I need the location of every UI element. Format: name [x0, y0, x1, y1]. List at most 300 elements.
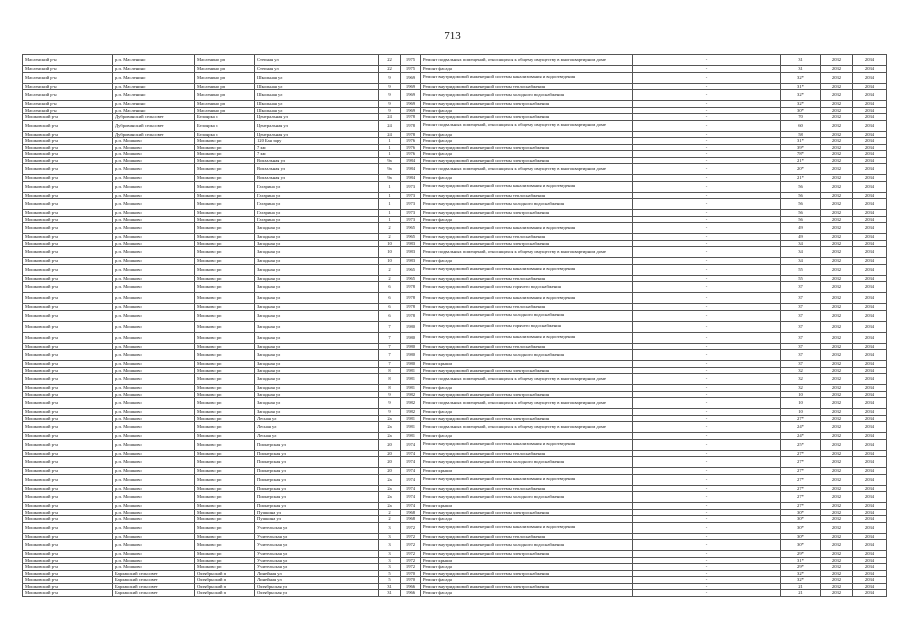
settlement-cell: р.п. Масленино [113, 90, 195, 101]
house-number-cell: 2а [379, 433, 401, 440]
start-year-cell: 2032 [821, 468, 853, 475]
house-number-cell: 3 [379, 557, 401, 564]
settlement-cell: р.п. Мошково [113, 181, 195, 192]
region-cell: Мошковский р-н [23, 367, 113, 374]
build-year-cell: 1978 [401, 131, 421, 138]
end-year-cell: 2034 [853, 321, 887, 332]
locality-cell: Мошково рп [195, 350, 255, 361]
street-cell: Учительская ул [255, 533, 379, 540]
house-number-cell: 9 [379, 101, 401, 108]
region-cell: Мошковский р-н [23, 398, 113, 409]
street-cell: Пионерская ул [255, 492, 379, 503]
start-year-cell: 2032 [821, 164, 853, 175]
end-year-cell: 2034 [853, 210, 887, 217]
locality-cell: Масленино рп [195, 72, 255, 83]
region-cell: Мошковский р-н [23, 474, 113, 485]
street-cell: Западная ул [255, 343, 379, 350]
build-year-cell: 1980 [401, 332, 421, 343]
locality-cell: Мошково рп [195, 199, 255, 210]
settlement-cell: Барлакский сельсовет [113, 583, 195, 590]
end-year-cell: 2034 [853, 138, 887, 145]
region-cell: Мошковский р-н [23, 234, 113, 241]
locality-cell: Мошково рп [195, 439, 255, 450]
table-row [23, 540, 887, 551]
work-type-cell: Ремонт фасада [421, 577, 633, 584]
street-cell: Пионерская ул [255, 474, 379, 485]
work-type-cell: Ремонт крыши [421, 361, 633, 368]
end-year-cell: 2034 [853, 457, 887, 468]
locality-cell: Мошково рп [195, 164, 255, 175]
build-year-cell: 1982 [401, 391, 421, 398]
street-cell: Западная ул [255, 398, 379, 409]
quantity-cell: 24* [781, 422, 821, 433]
quantity-cell: 30* [781, 107, 821, 114]
end-year-cell: 2034 [853, 522, 887, 533]
work-type-cell: Ремонт внутридомовой инженерной системы электроснабжения [421, 157, 633, 164]
page-number: 713 [444, 30, 461, 42]
start-year-cell: 2032 [821, 83, 853, 90]
build-year-cell: 1974 [401, 457, 421, 468]
locality-cell: Октябрьский п [195, 590, 255, 597]
settlement-cell: р.п. Мошково [113, 321, 195, 332]
dash-cell: - [633, 157, 781, 164]
work-type-cell: Ремонт внутридомовой инженерной системы холодного водоснабжения [421, 310, 633, 321]
region-cell: Мошковский р-н [23, 293, 113, 304]
settlement-cell: р.п. Масленино [113, 107, 195, 114]
start-year-cell: 2032 [821, 304, 853, 311]
settlement-cell: Барлакский сельсовет [113, 577, 195, 584]
region-cell: Мошковский р-н [23, 192, 113, 199]
dash-cell: - [633, 66, 781, 73]
table-row [23, 282, 887, 293]
build-year-cell: 1968 [401, 516, 421, 523]
work-type-cell: Ремонт внутридомовой инженерной системы теплоснабжения [421, 343, 633, 350]
build-year-cell: 1978 [401, 310, 421, 321]
end-year-cell: 2034 [853, 164, 887, 175]
dash-cell: - [633, 522, 781, 533]
quantity-cell: 27* [781, 485, 821, 492]
street-cell: Западная ул [255, 275, 379, 282]
start-year-cell: 2032 [821, 264, 853, 275]
build-year-cell: 1981 [401, 433, 421, 440]
dash-cell: - [633, 485, 781, 492]
table-row [23, 120, 887, 131]
end-year-cell: 2034 [853, 275, 887, 282]
house-number-cell: 20 [379, 450, 401, 457]
build-year-cell: 1984 [401, 175, 421, 182]
region-cell: Мошковский р-н [23, 533, 113, 540]
dash-cell: - [633, 321, 781, 332]
region-cell: Масленский р-н [23, 55, 113, 66]
end-year-cell: 2034 [853, 144, 887, 151]
build-year-cell: 1978 [401, 282, 421, 293]
region-cell: Масленский р-н [23, 66, 113, 73]
work-type-cell: Ремонт внутридомовой инженерной системы горячего водоснабжения [421, 282, 633, 293]
locality-cell: Мошково рп [195, 551, 255, 558]
work-type-cell: Ремонт фасада [421, 131, 633, 138]
start-year-cell: 2032 [821, 151, 853, 158]
locality-cell: Мошково рп [195, 450, 255, 457]
quantity-cell: 37 [781, 350, 821, 361]
street-cell: Гагарина ул [255, 199, 379, 210]
region-cell: Мошковский р-н [23, 439, 113, 450]
build-year-cell: 1981 [401, 385, 421, 392]
house-number-cell: 20 [379, 468, 401, 475]
work-type-cell: Ремонт подвальных помещений, относящихся к общему имуществу в многоквартирном доме [421, 164, 633, 175]
settlement-cell: р.п. Мошково [113, 474, 195, 485]
locality-cell: Мошково рп [195, 564, 255, 571]
build-year-cell: 1981 [401, 422, 421, 433]
street-cell: Лесная ул [255, 415, 379, 422]
quantity-cell: 27* [781, 503, 821, 510]
locality-cell: Мошково рп [195, 157, 255, 164]
build-year-cell: 1974 [401, 485, 421, 492]
end-year-cell: 2034 [853, 385, 887, 392]
end-year-cell: 2034 [853, 374, 887, 385]
house-number-cell: 3 [379, 522, 401, 533]
settlement-cell: р.п. Мошково [113, 343, 195, 350]
quantity-cell: 37 [781, 293, 821, 304]
settlement-cell: р.п. Мошково [113, 509, 195, 516]
house-number-cell: 3 [379, 540, 401, 551]
quantity-cell: 27* [781, 492, 821, 503]
street-cell: Пионерская ул [255, 439, 379, 450]
end-year-cell: 2034 [853, 398, 887, 409]
street-cell: Октябрьская ул [255, 583, 379, 590]
quantity-cell: 31 [781, 55, 821, 66]
street-cell: Западная ул [255, 332, 379, 343]
start-year-cell: 2032 [821, 474, 853, 485]
locality-cell: Мошково рп [195, 293, 255, 304]
start-year-cell: 2032 [821, 350, 853, 361]
end-year-cell: 2034 [853, 199, 887, 210]
street-cell: Западная ул [255, 310, 379, 321]
end-year-cell: 2034 [853, 66, 887, 73]
street-cell: Линейная ул [255, 570, 379, 577]
quantity-cell: 21 [781, 590, 821, 597]
dash-cell: - [633, 247, 781, 258]
end-year-cell: 2034 [853, 540, 887, 551]
end-year-cell: 2034 [853, 114, 887, 121]
settlement-cell: р.п. Мошково [113, 310, 195, 321]
build-year-cell: 1973 [401, 199, 421, 210]
work-type-cell: Ремонт внутридомовой инженерной системы канализования и водоотведения [421, 72, 633, 83]
settlement-cell: р.п. Мошково [113, 138, 195, 145]
house-number-cell: 22 [379, 55, 401, 66]
street-cell: Учительская ул [255, 551, 379, 558]
region-cell: Мошковский р-н [23, 120, 113, 131]
start-year-cell: 2032 [821, 234, 853, 241]
end-year-cell: 2034 [853, 107, 887, 114]
end-year-cell: 2034 [853, 293, 887, 304]
dash-cell: - [633, 332, 781, 343]
table-row [23, 492, 887, 503]
locality-cell: Мошково рп [195, 415, 255, 422]
start-year-cell: 2032 [821, 72, 853, 83]
end-year-cell: 2034 [853, 468, 887, 475]
street-cell: Лесная ул [255, 422, 379, 433]
settlement-cell: р.п. Масленино [113, 55, 195, 66]
street-cell: Степная ул [255, 66, 379, 73]
build-year-cell: 1973 [401, 210, 421, 217]
region-cell: Масленский р-н [23, 72, 113, 83]
build-year-cell: 1975 [401, 66, 421, 73]
locality-cell: Мошково рп [195, 516, 255, 523]
locality-cell: Мошково рп [195, 503, 255, 510]
street-cell: Западная ул [255, 304, 379, 311]
dash-cell: - [633, 175, 781, 182]
house-number-cell: 9а [379, 175, 401, 182]
house-number-cell: 20 [379, 457, 401, 468]
build-year-cell: 1981 [401, 415, 421, 422]
work-type-cell: Ремонт фасада [421, 433, 633, 440]
work-type-cell: Ремонт фасада [421, 151, 633, 158]
street-cell: Западная ул [255, 385, 379, 392]
locality-cell: Масленино рп [195, 66, 255, 73]
settlement-cell: р.п. Мошково [113, 157, 195, 164]
start-year-cell: 2032 [821, 275, 853, 282]
end-year-cell: 2034 [853, 240, 887, 247]
street-cell: Пионерская ул [255, 485, 379, 492]
work-type-cell: Ремонт внутридомовой инженерной системы электроснабжения [421, 114, 633, 121]
region-cell: Мошковский р-н [23, 199, 113, 210]
dash-cell: - [633, 210, 781, 217]
settlement-cell: р.п. Мошково [113, 282, 195, 293]
locality-cell: Мошково рп [195, 216, 255, 223]
start-year-cell: 2032 [821, 293, 853, 304]
dash-cell: - [633, 138, 781, 145]
region-cell: Мошковский р-н [23, 247, 113, 258]
quantity-cell: 30* [781, 516, 821, 523]
table-row [23, 439, 887, 450]
region-cell: Мошковский р-н [23, 433, 113, 440]
region-cell: Мошковский р-н [23, 590, 113, 597]
settlement-cell: р.п. Мошково [113, 293, 195, 304]
locality-cell: Мошково рп [195, 398, 255, 409]
locality-cell: Мошково рп [195, 374, 255, 385]
quantity-cell: 49 [781, 223, 821, 234]
region-cell: Мошковский р-н [23, 332, 113, 343]
work-type-cell: Ремонт фасада [421, 258, 633, 265]
region-cell: Мошковский р-н [23, 223, 113, 234]
work-type-cell: Ремонт подвальных помещений, относящихся к общему имуществу в многоквартирном доме [421, 55, 633, 66]
settlement-cell: р.п. Мошково [113, 409, 195, 416]
locality-cell: Мошково рп [195, 138, 255, 145]
quantity-cell: 37 [781, 310, 821, 321]
work-type-cell: Ремонт внутридомовой инженерной системы электроснабжения [421, 391, 633, 398]
house-number-cell: 2а [379, 492, 401, 503]
region-cell: Мошковский р-н [23, 361, 113, 368]
dash-cell: - [633, 120, 781, 131]
build-year-cell: 1980 [401, 350, 421, 361]
quantity-cell: 20* [781, 164, 821, 175]
house-number-cell: 7 [379, 361, 401, 368]
quantity-cell: 25* [781, 439, 821, 450]
street-cell: Вокзальная ул [255, 164, 379, 175]
street-cell: 7 км [255, 151, 379, 158]
start-year-cell: 2032 [821, 157, 853, 164]
dash-cell: - [633, 240, 781, 247]
quantity-cell: 37 [781, 282, 821, 293]
start-year-cell: 2032 [821, 361, 853, 368]
dash-cell: - [633, 350, 781, 361]
settlement-cell: р.п. Масленино [113, 83, 195, 90]
settlement-cell: р.п. Мошково [113, 210, 195, 217]
street-cell: Учительская ул [255, 540, 379, 551]
repair-schedule-table [22, 54, 887, 597]
end-year-cell: 2034 [853, 533, 887, 540]
work-type-cell: Ремонт внутридомовой инженерной системы теплоснабжения [421, 192, 633, 199]
work-type-cell: Ремонт внутридомовой инженерной системы теплоснабжения [421, 304, 633, 311]
settlement-cell: р.п. Мошково [113, 551, 195, 558]
build-year-cell: 1980 [401, 343, 421, 350]
street-cell: Учительская ул [255, 522, 379, 533]
settlement-cell: р.п. Мошково [113, 439, 195, 450]
work-type-cell: Ремонт крыши [421, 557, 633, 564]
house-number-cell: 1 [379, 192, 401, 199]
dash-cell: - [633, 107, 781, 114]
street-cell: Школьная ул [255, 101, 379, 108]
quantity-cell: 56 [781, 210, 821, 217]
dash-cell: - [633, 293, 781, 304]
house-number-cell: 9 [379, 398, 401, 409]
work-type-cell: Ремонт внутридомовой инженерной системы канализования и водоотведения [421, 223, 633, 234]
locality-cell: Мошково рп [195, 144, 255, 151]
region-cell: Мошковский р-н [23, 503, 113, 510]
dash-cell: - [633, 90, 781, 101]
house-number-cell: 7 [379, 343, 401, 350]
end-year-cell: 2034 [853, 583, 887, 590]
street-cell: Западная ул [255, 391, 379, 398]
quantity-cell: 21 [781, 583, 821, 590]
street-cell: Гагарина ул [255, 216, 379, 223]
start-year-cell: 2032 [821, 114, 853, 121]
settlement-cell: Дубровинский сельсовет [113, 120, 195, 131]
quantity-cell: 37 [781, 343, 821, 350]
street-cell: Пионерская ул [255, 450, 379, 457]
quantity-cell: 56 [781, 216, 821, 223]
dash-cell: - [633, 516, 781, 523]
region-cell: Масленский р-н [23, 90, 113, 101]
table-row [23, 199, 887, 210]
quantity-cell: 27* [781, 457, 821, 468]
house-number-cell: 9 [379, 72, 401, 83]
locality-cell: Мошково рп [195, 468, 255, 475]
house-number-cell: 10 [379, 240, 401, 247]
end-year-cell: 2034 [853, 90, 887, 101]
dash-cell: - [633, 114, 781, 121]
dash-cell: - [633, 570, 781, 577]
quantity-cell: 31 [781, 66, 821, 73]
table-row [23, 247, 887, 258]
street-cell: Пионерская ул [255, 503, 379, 510]
build-year-cell: 1984 [401, 164, 421, 175]
dash-cell: - [633, 533, 781, 540]
quantity-cell: 60 [781, 120, 821, 131]
house-number-cell: 2 [379, 264, 401, 275]
street-cell: Западная ул [255, 367, 379, 374]
settlement-cell: р.п. Мошково [113, 533, 195, 540]
start-year-cell: 2032 [821, 282, 853, 293]
end-year-cell: 2034 [853, 551, 887, 558]
build-year-cell: 1966 [401, 583, 421, 590]
dash-cell: - [633, 540, 781, 551]
street-cell: Пушкина ул [255, 509, 379, 516]
street-cell: Гагарина ул [255, 210, 379, 217]
table-row [23, 374, 887, 385]
quantity-cell: 27* [781, 450, 821, 457]
region-cell: Мошковский р-н [23, 564, 113, 571]
table-row [23, 181, 887, 192]
settlement-cell: Барлакский сельсовет [113, 590, 195, 597]
locality-cell: Мошково рп [195, 282, 255, 293]
street-cell: Центральная ул [255, 131, 379, 138]
build-year-cell: 1974 [401, 468, 421, 475]
start-year-cell: 2032 [821, 247, 853, 258]
start-year-cell: 2032 [821, 223, 853, 234]
work-type-cell: Ремонт внутридомовой инженерной системы электроснабжения [421, 509, 633, 516]
end-year-cell: 2034 [853, 101, 887, 108]
street-cell: Лесная ул [255, 433, 379, 440]
settlement-cell: р.п. Мошково [113, 522, 195, 533]
work-type-cell: Ремонт внутридомовой инженерной системы холодного водоснабжения [421, 457, 633, 468]
start-year-cell: 2032 [821, 450, 853, 457]
quantity-cell: 31* [781, 138, 821, 145]
locality-cell: Октябрьский п [195, 583, 255, 590]
quantity-cell: 10 [781, 391, 821, 398]
start-year-cell: 2032 [821, 439, 853, 450]
street-cell: Гагарина ул [255, 181, 379, 192]
quantity-cell: 27* [781, 474, 821, 485]
build-year-cell: 1983 [401, 258, 421, 265]
house-number-cell: 9 [379, 409, 401, 416]
street-cell: Вокзальная ул [255, 175, 379, 182]
settlement-cell: р.п. Мошково [113, 264, 195, 275]
region-cell: Мошковский р-н [23, 457, 113, 468]
quantity-cell: 39* [781, 144, 821, 151]
end-year-cell: 2034 [853, 361, 887, 368]
end-year-cell: 2034 [853, 304, 887, 311]
region-cell: Мошковский р-н [23, 181, 113, 192]
end-year-cell: 2034 [853, 577, 887, 584]
settlement-cell: р.п. Мошково [113, 175, 195, 182]
house-number-cell: 7 [379, 321, 401, 332]
house-number-cell: 2 [379, 516, 401, 523]
table-row [23, 293, 887, 304]
locality-cell: Мошково рп [195, 492, 255, 503]
dash-cell: - [633, 557, 781, 564]
settlement-cell: р.п. Мошково [113, 540, 195, 551]
region-cell: Мошковский р-н [23, 468, 113, 475]
house-number-cell: 6 [379, 310, 401, 321]
end-year-cell: 2034 [853, 367, 887, 374]
locality-cell: Масленино рп [195, 101, 255, 108]
quantity-cell: 55 [781, 275, 821, 282]
dash-cell: - [633, 83, 781, 90]
build-year-cell: 1983 [401, 240, 421, 247]
work-type-cell: Ремонт подвальных помещений, относящихся к общему имуществу в многоквартирном доме [421, 422, 633, 433]
start-year-cell: 2032 [821, 55, 853, 66]
end-year-cell: 2034 [853, 55, 887, 66]
start-year-cell: 2032 [821, 433, 853, 440]
house-number-cell: 2 [379, 223, 401, 234]
quantity-cell: 34 [781, 240, 821, 247]
build-year-cell: 1984 [401, 157, 421, 164]
settlement-cell: р.п. Масленино [113, 66, 195, 73]
region-cell: Мошковский р-н [23, 151, 113, 158]
end-year-cell: 2034 [853, 485, 887, 492]
end-year-cell: 2034 [853, 492, 887, 503]
